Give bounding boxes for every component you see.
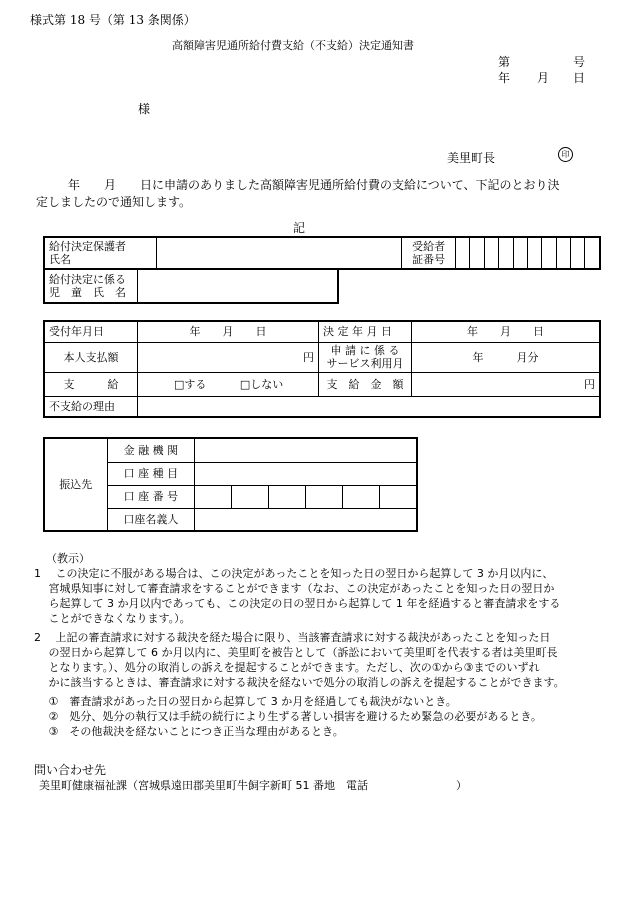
account-digit-box — [342, 485, 379, 508]
cert-digit-box — [571, 237, 585, 269]
non-payment-reason-value — [138, 396, 601, 417]
decision-table — [43, 320, 601, 418]
child-table — [43, 268, 339, 304]
cert-digit-box — [484, 237, 498, 269]
non-payment-reason-label: 不支給の理由 — [44, 396, 138, 417]
payment-label: 支 給 — [44, 372, 138, 396]
payment-amount-value: 円 — [412, 372, 601, 396]
child-name-value — [138, 269, 339, 303]
bank-label: 金 融 機 関 — [107, 438, 195, 462]
account-number-label: 口 座 番 号 — [107, 485, 195, 508]
service-month-value: 年 月分 — [412, 342, 601, 372]
option-no-pay-checkbox[interactable]: □しない — [239, 377, 284, 391]
notice-item-2: 2 上記の審査請求に対する裁決を経た場合に限り、当該審査請求に対する裁決があったことを知った日 の翌日から起算して 6 か月以内に、美里町を被告として（訴訟において美里町を代表する者は美里町長 となります。）、処分の取消しの訴えを提起することができます。ただし、次の①から③までのいずれ かに該当するときは、審査請求に対する裁決を経ないで処分の取消しの訴えを提起することができます。 — [34, 631, 565, 689]
doc-number-prefix: 第 — [498, 55, 511, 69]
intro-line-1: 年 月 日に申請のありました高額障害児通所給付費の支給について、下記のとおり決 — [44, 178, 560, 192]
account-digit-box — [379, 485, 417, 508]
date-year: 年 — [498, 71, 511, 85]
account-digit-box — [232, 485, 269, 508]
received-date-value: 年 月 日 — [138, 321, 319, 342]
account-type-label: 口 座 種 目 — [107, 462, 195, 485]
cert-digit-box — [556, 237, 570, 269]
intro-line-2: 定しましたので通知します。 — [36, 195, 192, 209]
ki-heading: 記 — [293, 221, 306, 235]
service-month-label: 申 請 に 係 る サービス利用月 — [319, 342, 412, 372]
certificate-number-label: 受給者 証番号 — [402, 237, 456, 269]
option-pay-checkbox[interactable]: □する — [174, 377, 207, 391]
contact-info: 美里町健康福祉課（宮城県遠田郡美里町牛飼字新町 51 番地 電話 ） — [39, 779, 467, 792]
notice-sub-items: ① 審査請求があった日の翌日から起算して 3 か月を経過しても裁決がないとき。 ② 処分、処分の執行又は手続の続行により生ずる著しい損害を避けるため緊急の必要があるとき。 ③ その他裁決を経ないことにつき正当な理由があるとき。 — [34, 695, 542, 738]
date-month: 月 — [537, 71, 550, 85]
self-pay-label: 本人支払額 — [44, 342, 138, 372]
account-digit-box — [269, 485, 306, 508]
recipient-table — [43, 236, 601, 270]
addressee-suffix: 様 — [138, 102, 151, 116]
contact-heading: 問い合わせ先 — [34, 763, 107, 777]
guardian-name-value — [156, 237, 402, 269]
received-date-label: 受付年月日 — [44, 321, 138, 342]
cert-digit-box — [513, 237, 527, 269]
form-number: 様式第 18 号（第 13 条関係） — [30, 13, 196, 27]
seal-mark: 印 — [558, 147, 573, 162]
transfer-label: 振込先 — [44, 438, 107, 531]
decision-date-label: 決 定 年 月 日 — [319, 321, 412, 342]
account-digit-box — [306, 485, 343, 508]
account-type-value — [195, 462, 417, 485]
cert-digit-box — [585, 237, 600, 269]
account-digit-box — [195, 485, 232, 508]
document-title: 高額障害児通所給付費支給（不支給）決定通知書 — [172, 39, 414, 52]
account-holder-value — [195, 508, 417, 531]
payment-options — [138, 372, 319, 396]
cert-digit-box — [542, 237, 556, 269]
cert-digit-box — [456, 237, 470, 269]
notice-item-1: 1 この決定に不服がある場合は、この決定があったことを知った日の翌日から起算して 3 か月以内に、 宮城県知事に対して審査請求をすることができます（なお、この決定があったことを知った日の翌日か ら起算して 3 か月以内であっても、この決定の日の翌日から起算して 1 年を経過すると審査請求をする ことができなくなります。）。 — [34, 567, 561, 625]
bank-value — [195, 438, 417, 462]
guardian-name-label: 給付決定保護者 氏名 — [44, 237, 156, 269]
notice-heading: （教示） — [46, 552, 90, 565]
self-pay-value: 円 — [138, 342, 319, 372]
issuer-name: 美里町長 — [447, 151, 496, 165]
cert-digit-box — [470, 237, 484, 269]
payment-amount-label: 支 給 金 額 — [319, 372, 412, 396]
cert-digit-box — [527, 237, 541, 269]
transfer-table — [43, 437, 418, 532]
account-holder-label: 口座名義人 — [107, 508, 195, 531]
cert-digit-box — [499, 237, 513, 269]
date-day: 日 — [573, 71, 586, 85]
child-name-label: 給付決定に係る 児 童 氏 名 — [44, 269, 138, 303]
decision-date-value: 年 月 日 — [412, 321, 601, 342]
doc-number-suffix: 号 — [573, 55, 586, 69]
